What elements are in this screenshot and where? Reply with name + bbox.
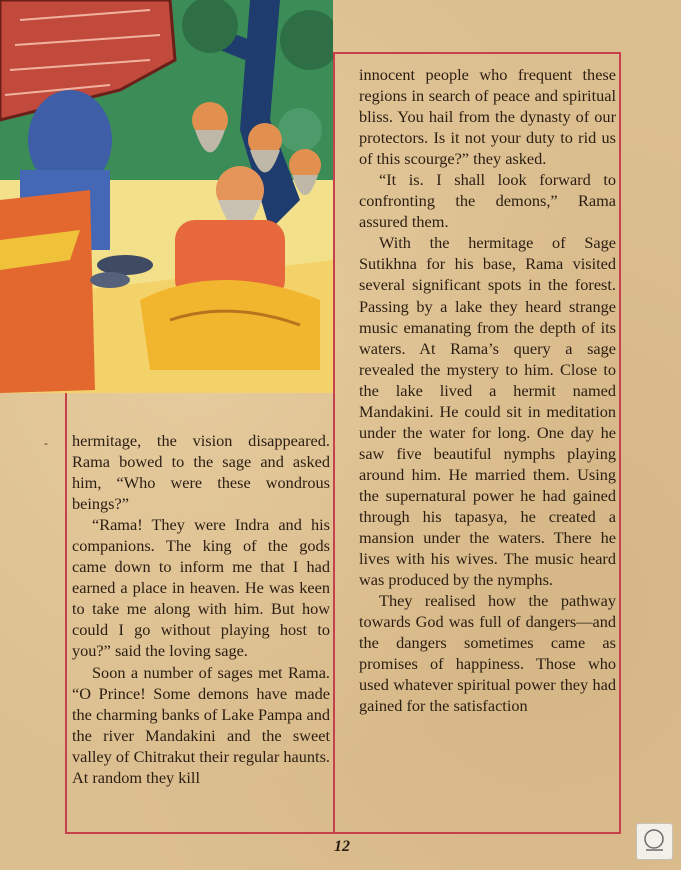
right-paragraph-4: They realised how the pathway towards God was full of dangers—and the dangers sometimes came as promises of happiness. Those who used whatever spiritual power they had gained for the satisfaction [359,591,616,716]
left-text-column [72,430,330,788]
right-paragraph-3: With the hermitage of Sage Sutikhna for his base, Rama visited several significant spots in the forest. Passing by a lake they heard strange music emanating from the depth of its waters. At Rama’s query a sage revealed the mystery to him. Close to the lake lived a hermit named Mandakini. He could sit in meditation under the water for long. One day he saw five beautiful nymphs playing around him. He married them. Using the supernatural power he had gained through his tapasya, he created a mansion under the waters. There he lives with his wives. The music heard was produced by the nymphs. [359,233,616,590]
left-paragraph-1: hermitage, the vision disappeared. Rama bowed to the sage and asked him, “Who were these wondrous beings?” [72,431,330,514]
stamp-logo-icon [636,823,673,860]
right-paragraph-1: innocent people who frequent these regions in search of peace and spiritual bliss. You hail from the dynasty of our protectors. Is it not your duty to rid us of this scourge?” they asked. [359,65,616,169]
margin-mark: - [44,436,48,450]
frame-right-line [619,52,621,834]
illustration-rama-and-sages [0,0,333,393]
frame-left-line [65,393,67,834]
page-number: 12 [334,838,350,855]
frame-divider-line [333,52,335,834]
left-paragraph-3: Soon a number of sages met Rama. “O Prince! Some demons have made the charming banks of Lake Pampa and the river Mandakini and the sweet valley of Chitrakut their regular haunts. At random they kill [72,662,330,787]
right-paragraph-2: “It is. I shall look forward to confronting the demons,” Rama assured them. [359,170,616,232]
illustration-panel [0,0,333,393]
frame-top-line [333,52,620,54]
right-text-column [359,64,616,716]
frame-bottom-line [65,832,621,834]
left-paragraph-2: “Rama! They were Indra and his companions. The king of the gods came down to inform me that I had earned a place in heaven. He was keen to take me along with him. But how could I go without playing host to you?” said the loving sage. [72,515,330,661]
